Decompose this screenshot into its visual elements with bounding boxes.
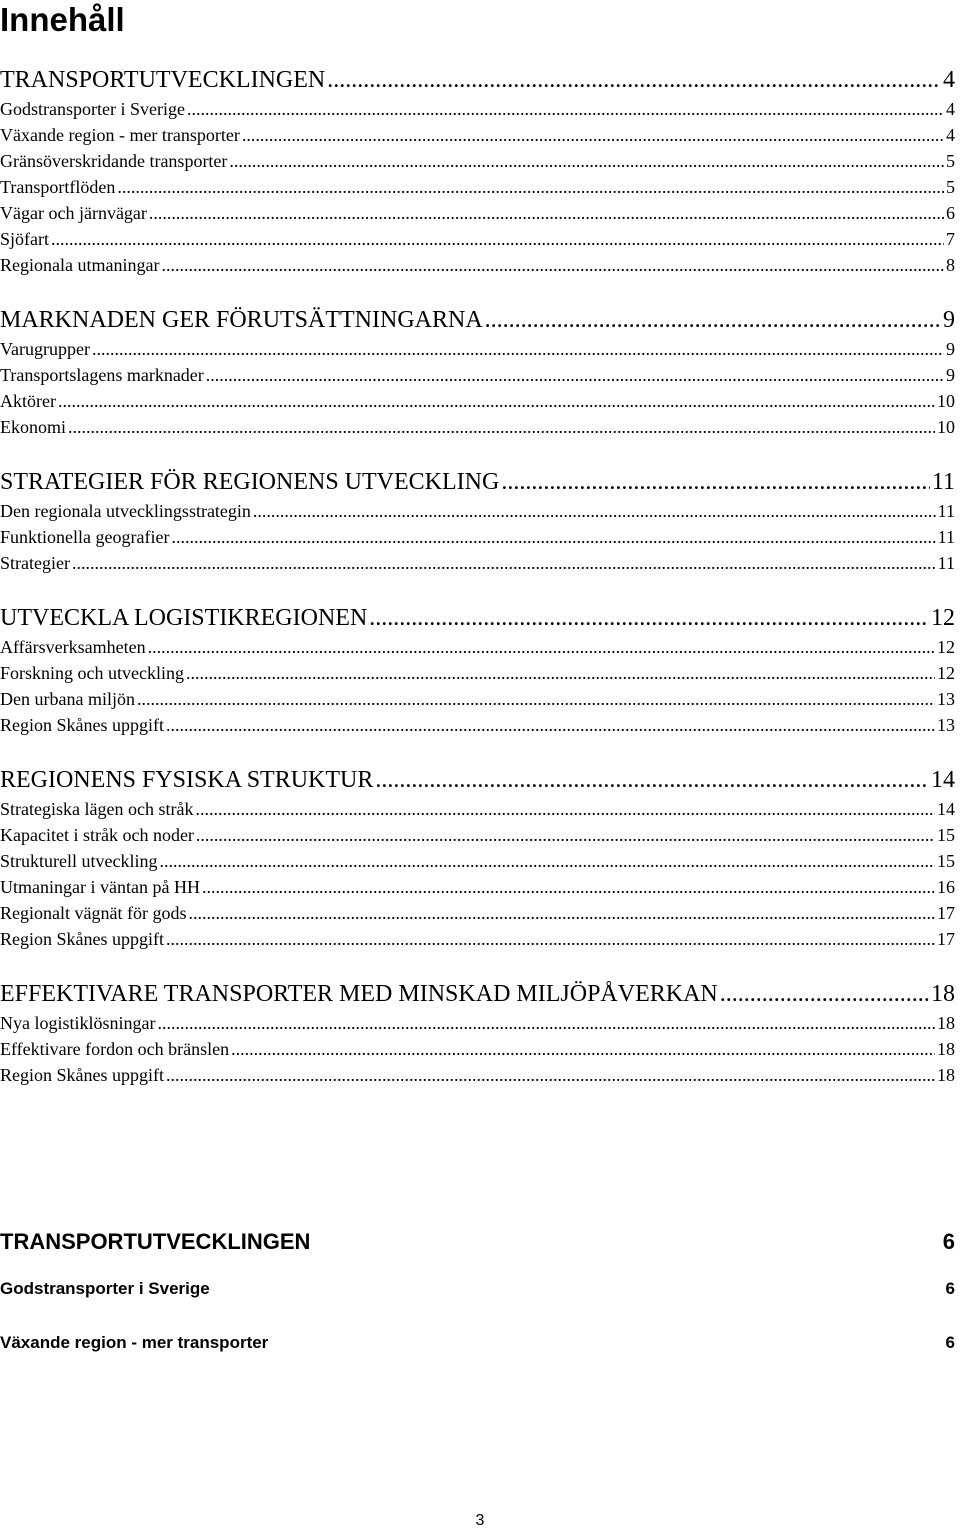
toc-page-number: 7 — [946, 229, 955, 249]
toc-heading-label: MARKNADEN GER FÖRUTSÄTTNINGARNA — [0, 307, 483, 333]
toc-entry[interactable] — [0, 1316, 955, 1370]
toc-entry[interactable] — [0, 796, 955, 822]
dot-leader — [148, 634, 935, 660]
toc-section — [0, 978, 955, 1088]
dot-leader — [161, 252, 944, 278]
toc-page-number: 4 — [943, 67, 955, 93]
toc-heading[interactable] — [0, 304, 955, 336]
toc-entry-label: Forskning och utveckling — [0, 663, 184, 683]
toc-page-number: 15 — [937, 825, 955, 845]
dot-leader — [149, 200, 944, 226]
page-number: 3 — [475, 1512, 485, 1529]
dot-leader — [195, 796, 935, 822]
toc-heading-label: TRANSPORTUTVECKLINGEN — [0, 1229, 311, 1254]
toc-page-number: 12 — [937, 637, 955, 657]
toc-page-number: 9 — [943, 307, 955, 333]
dot-leader — [159, 848, 935, 874]
toc-heading[interactable] — [0, 602, 955, 634]
toc-entry-label: Region Skånes uppgift — [0, 1065, 164, 1085]
toc-entry[interactable] — [0, 900, 955, 926]
dot-leader — [171, 524, 935, 550]
dot-leader — [166, 926, 935, 952]
toc-entry[interactable] — [0, 174, 955, 200]
toc-entry[interactable] — [0, 634, 955, 660]
toc-entry-label: Strategier — [0, 553, 70, 573]
toc-page-number: 17 — [937, 903, 955, 923]
dot-leader — [92, 336, 944, 362]
toc-page-number: 12 — [937, 663, 955, 683]
toc-entry[interactable] — [0, 1262, 955, 1316]
toc-entry[interactable] — [0, 148, 955, 174]
toc-entry-label: Växande region - mer transporter — [0, 125, 240, 145]
toc-page-number: 6 — [942, 1229, 955, 1254]
dot-leader — [187, 96, 944, 122]
toc-entry[interactable] — [0, 1010, 955, 1036]
toc-page-number: 8 — [946, 255, 955, 275]
toc-page-number: 11 — [937, 501, 955, 521]
toc-entry-label: Nya logistiklösningar — [0, 1013, 156, 1033]
toc-page-number: 6 — [945, 1279, 955, 1298]
toc-section — [0, 466, 955, 576]
toc-heading-label: EFFEKTIVARE TRANSPORTER MED MINSKAD MILJÖPÅVERKAN — [0, 981, 718, 1007]
toc-page-number: 13 — [937, 715, 955, 735]
toc-entry-label: Varugrupper — [0, 339, 90, 359]
toc-entry[interactable] — [0, 96, 955, 122]
dot-leader — [229, 148, 944, 174]
dot-leader — [242, 122, 944, 148]
toc-entry-label: Gränsöverskridande transporter — [0, 151, 228, 171]
toc-entry[interactable] — [0, 550, 955, 576]
toc-entry-label: Affärsverksamheten — [0, 637, 146, 657]
toc-page-number: 17 — [937, 929, 955, 949]
toc-entry-label: Vägar och järnvägar — [0, 203, 147, 223]
toc-entry[interactable] — [0, 336, 955, 362]
toc-entry-label: Godstransporter i Sverige — [0, 99, 185, 119]
toc-entry-label: Funktionella geografier — [0, 527, 170, 547]
toc-entry-label: Aktörer — [0, 391, 56, 411]
dot-leader — [375, 764, 929, 796]
toc-entry-label: Transportflöden — [0, 177, 116, 197]
toc-page-number: 14 — [931, 767, 955, 793]
toc-entry[interactable] — [0, 874, 955, 900]
toc-heading-label: REGIONENS FYSISKA STRUKTUR — [0, 767, 374, 793]
toc-page-number: 11 — [931, 469, 955, 495]
table-of-contents — [0, 64, 955, 1114]
dot-leader — [369, 602, 929, 634]
dot-leader — [231, 1036, 935, 1062]
toc-page-number: 14 — [937, 799, 955, 819]
toc-heading[interactable] — [0, 64, 955, 96]
dot-leader — [206, 362, 944, 388]
toc-page-number: 11 — [937, 553, 955, 573]
toc-entry-label: Den regionala utvecklingsstrategin — [0, 501, 251, 521]
toc-entry-label: Ekonomi — [0, 417, 66, 437]
toc-page-number: 6 — [946, 203, 955, 223]
toc-page-number: 5 — [946, 177, 955, 197]
toc-entry-label: Effektivare fordon och bränslen — [0, 1039, 230, 1059]
toc-entry-label: Växande region - mer transporter — [0, 1333, 269, 1352]
toc-page-number: 4 — [946, 99, 955, 119]
toc-entry[interactable] — [0, 660, 955, 686]
toc-heading[interactable] — [0, 978, 955, 1010]
toc-page-number: 11 — [937, 527, 955, 547]
dot-leader — [186, 660, 935, 686]
toc-entry-label: Strategiska lägen och stråk — [0, 799, 194, 819]
dot-leader — [501, 466, 930, 498]
toc-entry-label: Utmaningar i väntan på HH — [0, 877, 200, 897]
toc-page-number: 9 — [946, 365, 955, 385]
toc-heading-label: STRATEGIER FÖR REGIONENS UTVECKLING — [0, 469, 500, 495]
dot-leader — [72, 550, 936, 576]
toc-page-number: 13 — [937, 689, 955, 709]
toc-page-number: 10 — [937, 417, 955, 437]
toc-page-number: 18 — [931, 981, 955, 1007]
toc-entry[interactable] — [0, 498, 955, 524]
toc-entry[interactable] — [0, 388, 955, 414]
dot-leader — [166, 1062, 935, 1088]
secondary-table-of-contents — [0, 1222, 955, 1370]
toc-heading[interactable] — [0, 1222, 955, 1262]
dot-leader — [720, 978, 929, 1010]
dot-leader — [485, 304, 941, 336]
page-title: Innehåll — [0, 1, 125, 38]
toc-heading-label: UTVECKLA LOGISTIKREGIONEN — [0, 605, 368, 631]
toc-entry[interactable] — [0, 122, 955, 148]
toc-page-number: 16 — [937, 877, 955, 897]
toc-heading[interactable] — [0, 764, 955, 796]
toc-entry-label: Sjöfart — [0, 229, 49, 249]
toc-entry-label: Regionalt vägnät för gods — [0, 903, 187, 923]
toc-entry[interactable] — [0, 200, 955, 226]
dot-leader — [137, 686, 935, 712]
toc-page-number: 6 — [945, 1333, 955, 1352]
toc-page-number: 18 — [937, 1013, 955, 1033]
toc-entry-label: Regionala utmaningar — [0, 255, 160, 275]
dot-leader — [188, 900, 935, 926]
toc-page-number: 18 — [937, 1039, 955, 1059]
dot-leader — [51, 226, 944, 252]
toc-entry[interactable] — [0, 252, 955, 278]
dot-leader — [327, 64, 941, 96]
toc-entry[interactable] — [0, 848, 955, 874]
toc-section — [0, 764, 955, 952]
toc-page-number: 9 — [946, 339, 955, 359]
toc-page-number: 10 — [937, 391, 955, 411]
toc-page-number: 5 — [946, 151, 955, 171]
toc-entry[interactable] — [0, 1062, 955, 1088]
dot-leader — [158, 1010, 936, 1036]
dot-leader — [68, 414, 935, 440]
toc-heading[interactable] — [0, 466, 955, 498]
toc-entry-label: Strukturell utveckling — [0, 851, 158, 871]
dot-leader — [202, 874, 935, 900]
toc-page-number: 18 — [937, 1065, 955, 1085]
toc-entry[interactable] — [0, 414, 955, 440]
toc-section — [0, 304, 955, 440]
toc-entry[interactable] — [0, 226, 955, 252]
toc-heading-label: TRANSPORTUTVECKLINGEN — [0, 67, 326, 93]
toc-entry-label: Godstransporter i Sverige — [0, 1279, 210, 1298]
dot-leader — [117, 174, 944, 200]
toc-entry-label: Kapacitet i stråk och noder — [0, 825, 194, 845]
toc-entry[interactable] — [0, 712, 955, 738]
toc-page-number: 15 — [937, 851, 955, 871]
toc-entry-label: Transportslagens marknader — [0, 365, 204, 385]
toc-page-number: 12 — [931, 605, 955, 631]
toc-entry[interactable] — [0, 362, 955, 388]
dot-leader — [58, 388, 935, 414]
toc-entry-label: Region Skånes uppgift — [0, 715, 164, 735]
toc-entry-label: Region Skånes uppgift — [0, 929, 164, 949]
dot-leader — [166, 712, 935, 738]
dot-leader — [253, 498, 936, 524]
toc-entry[interactable] — [0, 686, 955, 712]
toc-section — [0, 64, 955, 278]
toc-entry-label: Den urbana miljön — [0, 689, 135, 709]
toc-entry[interactable] — [0, 524, 955, 550]
toc-page-number: 4 — [946, 125, 955, 145]
dot-leader — [196, 822, 935, 848]
toc-entry[interactable] — [0, 926, 955, 952]
toc-section — [0, 602, 955, 738]
toc-entry[interactable] — [0, 822, 955, 848]
toc-entry[interactable] — [0, 1036, 955, 1062]
